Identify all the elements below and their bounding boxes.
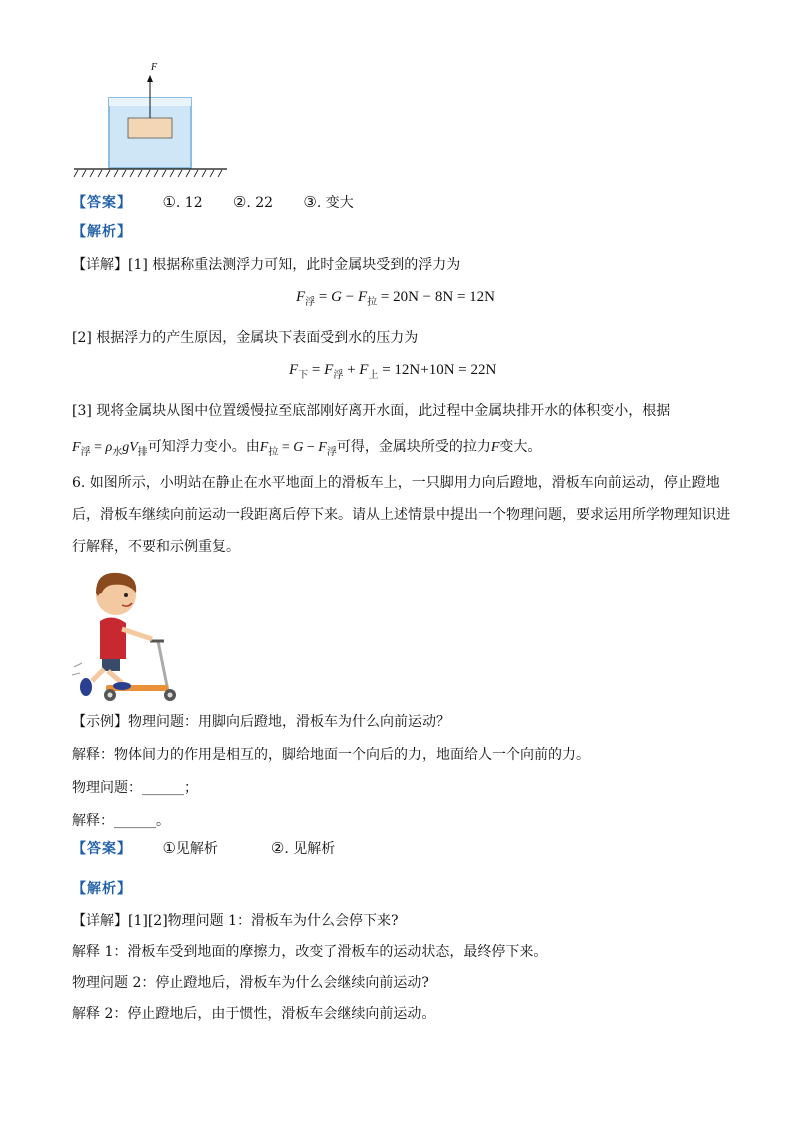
answer-item-3: ③. 变大 [303, 193, 354, 211]
formula-buoyancy: $F_浮 = G - F_拉 = 20N - 8N = 12N$ [296, 289, 496, 308]
question-6-text: 6. 如图所示，小明站在静止在水平地面上的滑板车上，一只脚用力向后蹬地，滑板车向前运动，停止蹬地后，滑板车继续向前运动一段距离后停下来。请从上述情景中提出一个物理问题，要求运用所学物理知识进行解释，不要和示例重复。 [72, 475, 730, 555]
example-answer: 解释：物体间力的作用是相互的，脚给地面一个向后的力，地面给人一个向前的力。 [72, 747, 590, 763]
formula-pressure: $F_下 = F_浮 + F_上 = 12N+10N = 22N$ [289, 362, 497, 381]
analysis2-line-4: 解释 2：停止蹬地后，由于惯性，滑板车会继续向前运动。 [72, 1006, 436, 1022]
answer-item-2: ②. 见解析 [270, 839, 336, 857]
analysis2-line-3: 物理问题 2：停止蹬地后，滑板车为什么会继续向前运动? [72, 975, 429, 991]
metal-block [128, 118, 172, 138]
answer-item-1: ①. 12 [162, 193, 203, 211]
answer-label: 【答案】 [72, 195, 132, 211]
analysis-label: 【解析】 [72, 881, 132, 897]
analysis-line-1: 【详解】[1] 根据称重法测浮力可知，此时金属块受到的浮力为 [72, 257, 461, 273]
analysis-line-2: [2] 根据浮力的产生原因，金属块下表面受到水的压力为 [72, 330, 419, 346]
scooter-boy-figure [72, 563, 182, 703]
answer-item-1: ①见解析 [162, 839, 218, 857]
analysis-line-4: $F_浮 = \rho_水gV_排$可知浮力变小。由$F_拉 = G - F_浮$可得，金属块所受的拉力F变大。 [72, 439, 542, 458]
answer-label: 【答案】 [72, 841, 132, 857]
answer-item-2: ②. 22 [232, 193, 274, 211]
analysis-line-3: [3] 现将金属块从图中位置缓慢拉至底部刚好离开水面，此过程中金属块排开水的体积变小，根据 [72, 403, 671, 419]
analysis2-line-2: 解释 1：滑板车受到地面的摩擦力，改变了滑板车的运动状态，最终停下来。 [72, 944, 548, 960]
example-question: 【示例】物理问题：用脚向后蹬地，滑板车为什么向前运动？ [72, 714, 450, 730]
force-label: F [151, 62, 158, 73]
answer-row-2 [72, 838, 335, 858]
blank-answer: 解释：______。 [72, 813, 170, 829]
answer-row-1 [72, 192, 354, 212]
buoyancy-figure [72, 60, 232, 185]
analysis2-line-1: 【详解】[1][2]物理问题 1：滑板车为什么会停下来? [72, 913, 399, 929]
blank-question: 物理问题：______； [72, 780, 198, 796]
analysis-label: 【解析】 [72, 224, 132, 240]
